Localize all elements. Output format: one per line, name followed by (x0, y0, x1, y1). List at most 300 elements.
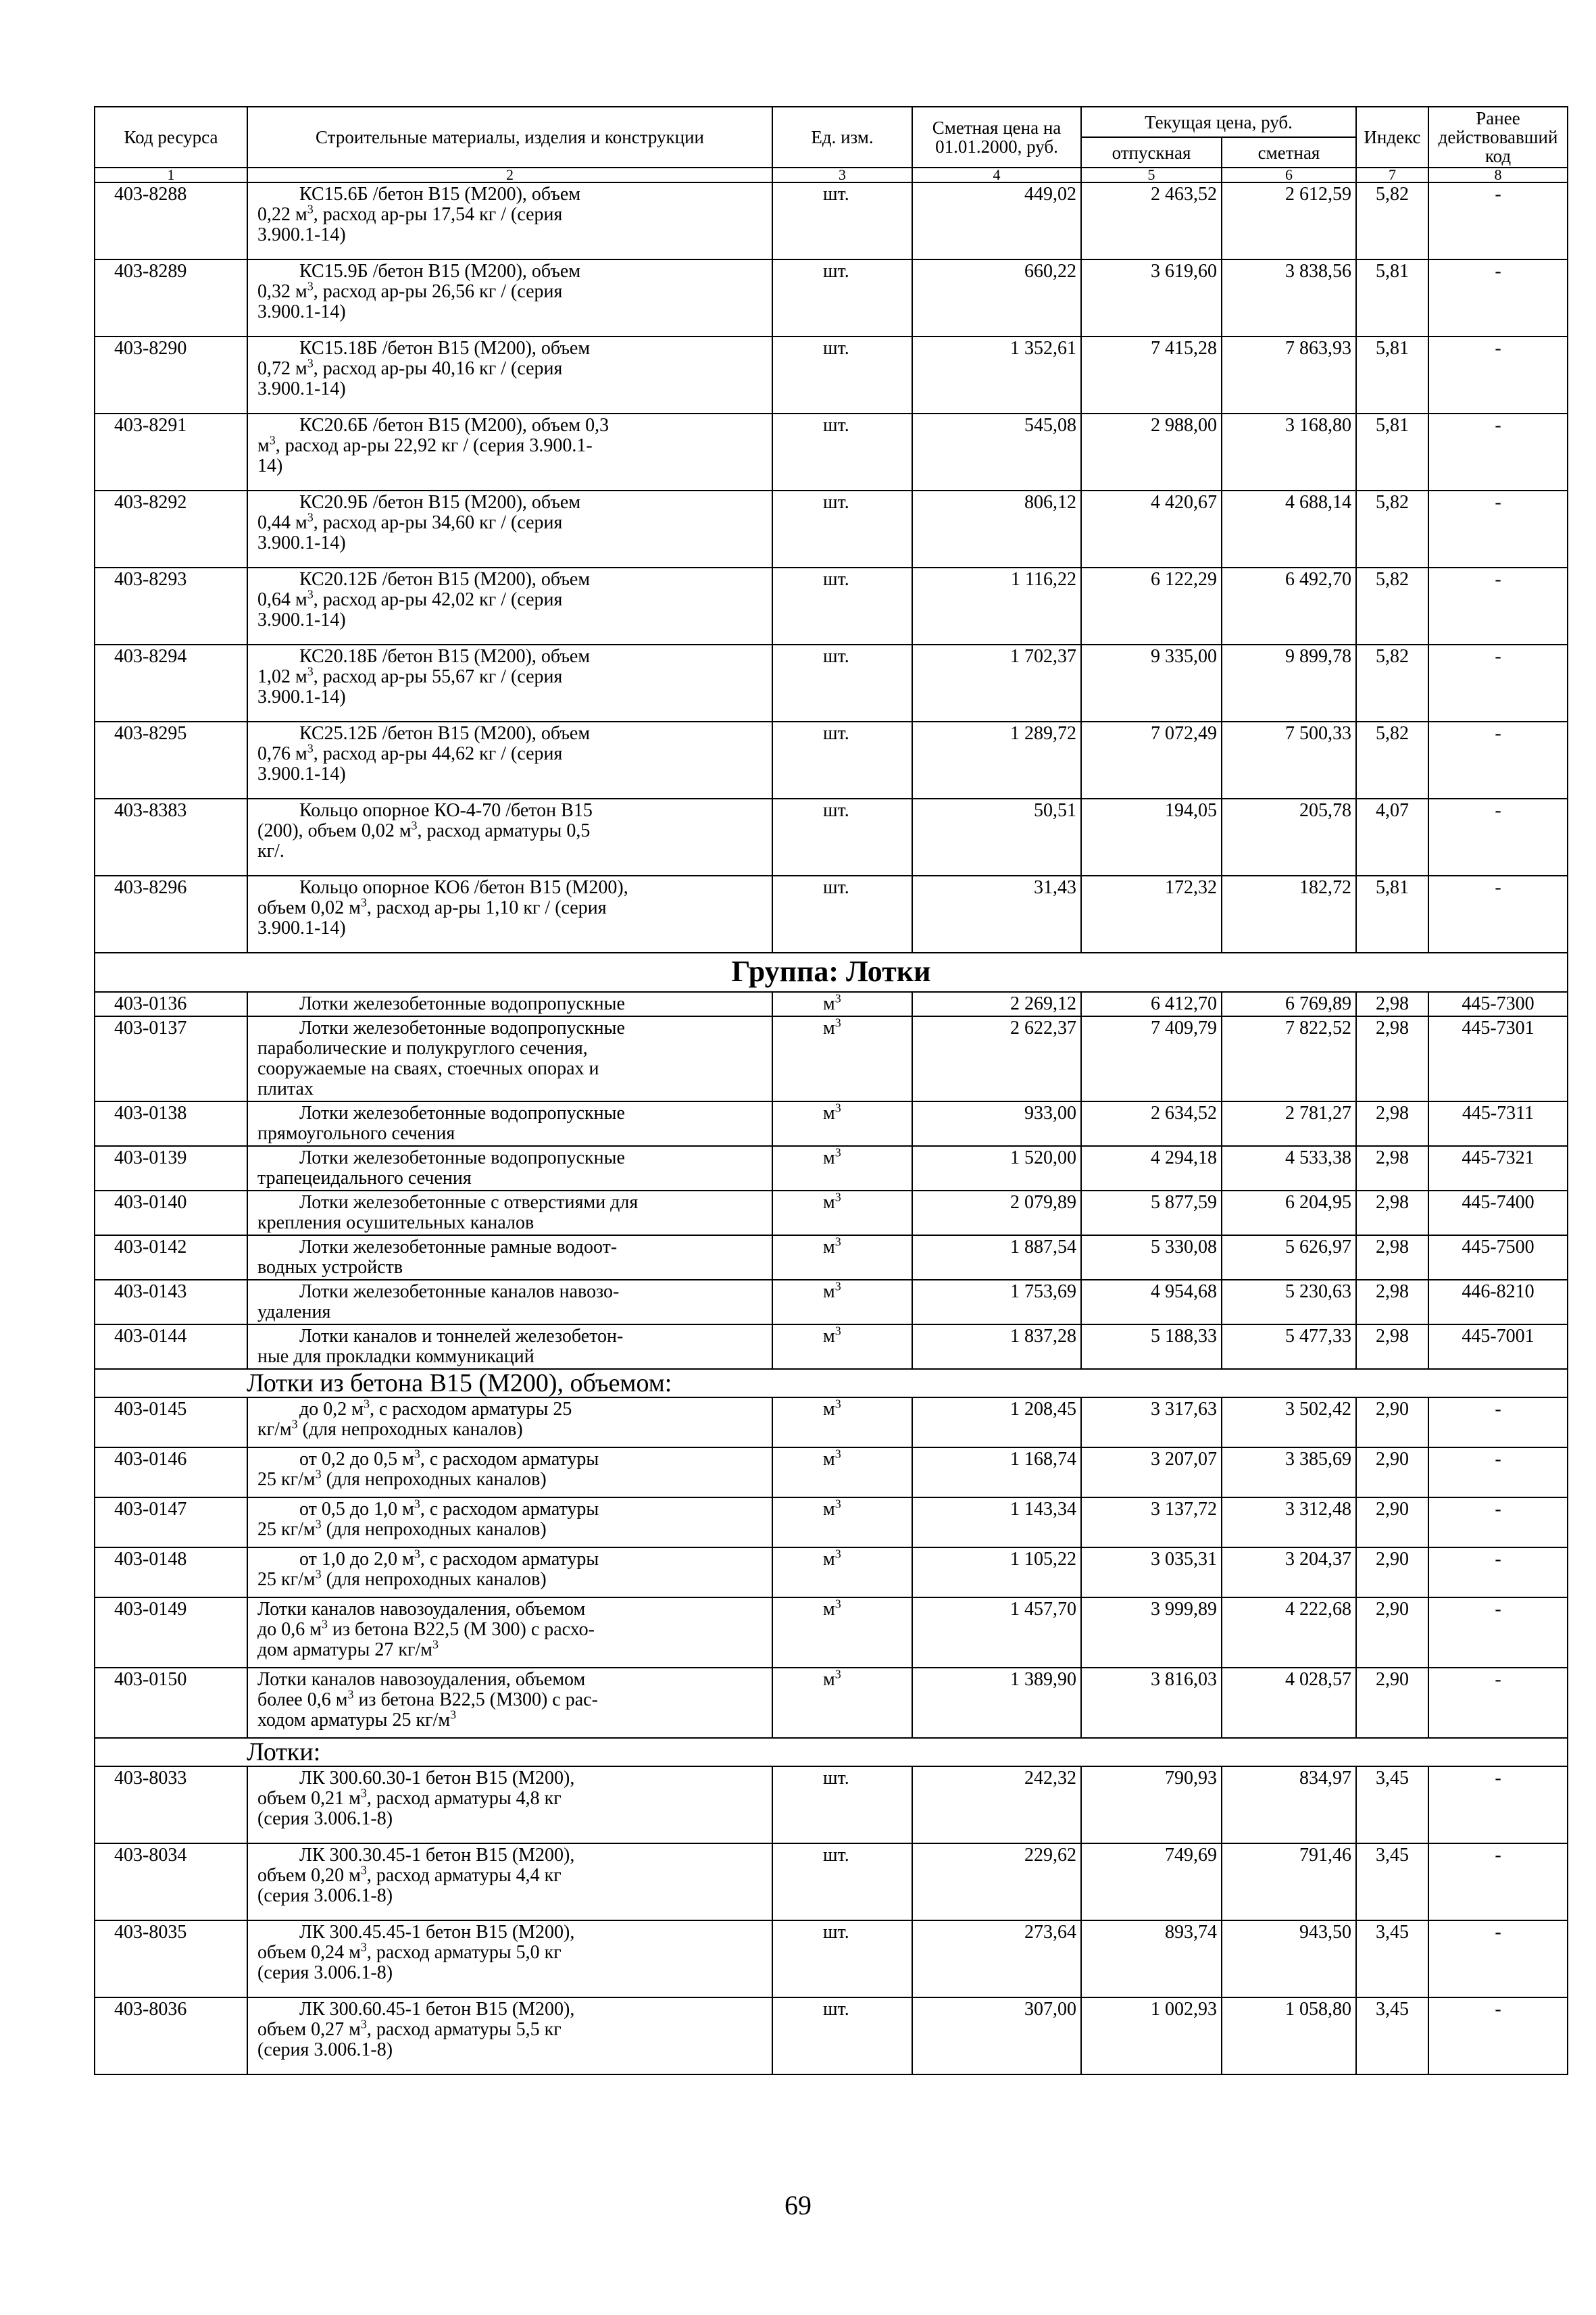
release-price: 3 816,03 (1081, 1668, 1222, 1738)
price-index: 5,82 (1356, 182, 1428, 259)
base-price: 1 168,74 (912, 1447, 1081, 1497)
unit-of-measure: шт. (772, 1920, 912, 1997)
estimate-price: 7 500,33 (1222, 722, 1356, 799)
material-name (247, 722, 772, 799)
release-price: 5 877,59 (1081, 1191, 1222, 1235)
material-name-line: Кольцо опорное КО-4-70 /бетон В15 (299, 800, 593, 821)
resource-code: 403-0147 (95, 1497, 247, 1547)
table-row (95, 1146, 1568, 1191)
old-code: - (1428, 491, 1568, 568)
unit-of-measure: шт. (772, 1997, 912, 2074)
base-price: 2 269,12 (912, 992, 1081, 1016)
base-price: 273,64 (912, 1920, 1081, 1997)
old-code: - (1428, 799, 1568, 876)
col-header-base-price: Сметная цена на 01.01.2000, руб. (912, 107, 1081, 168)
price-table-page (94, 106, 1558, 2075)
unit-of-measure: шт. (772, 337, 912, 414)
unit-of-measure: шт. (772, 645, 912, 722)
release-price: 5 330,08 (1081, 1235, 1222, 1280)
col-header-index: Индекс (1356, 107, 1428, 168)
resource-code: 403-0137 (95, 1016, 247, 1101)
release-price: 7 415,28 (1081, 337, 1222, 414)
table-row (95, 1668, 1568, 1738)
price-index: 2,90 (1356, 1447, 1428, 1497)
table-row (95, 182, 1568, 259)
base-price: 1 143,34 (912, 1497, 1081, 1547)
estimate-price: 6 769,89 (1222, 992, 1356, 1016)
material-name-line: 0,72 $м^3$, расход ар-ры 40,16 кг / (серия (257, 356, 563, 379)
column-number: 1 (95, 168, 247, 182)
base-price: 1 702,37 (912, 645, 1081, 722)
base-price: 242,32 (912, 1766, 1081, 1843)
price-index: 2,90 (1356, 1547, 1428, 1597)
material-name-line: плитах (257, 1078, 314, 1099)
base-price: 545,08 (912, 414, 1081, 491)
material-name-line: КС20.18Б /бетон В15 (М200), объем (299, 646, 591, 667)
price-index: 5,81 (1356, 414, 1428, 491)
estimate-price: 4 533,38 (1222, 1146, 1356, 1191)
resource-code: 403-0150 (95, 1668, 247, 1738)
material-name-line: КС15.6Б /бетон В15 (М200), объем (299, 184, 581, 205)
unit-of-measure: $м^3$ (772, 1101, 912, 1146)
table-row (95, 799, 1568, 876)
material-name-line: ные для прокладки коммуникаций (257, 1346, 534, 1367)
old-code: - (1428, 722, 1568, 799)
material-name-line: 1,02 $м^3$, расход ар-ры 55,67 кг / (серия (257, 664, 563, 687)
material-name-line: 0,76 $м^3$, расход ар-ры 44,62 кг / (серия (257, 741, 563, 764)
resource-code: 403-0149 (95, 1597, 247, 1668)
material-name-line: объем 0,27 $м^3$, расход арматуры 5,5 кг (257, 2017, 562, 2040)
material-name-line: КС20.12Б /бетон В15 (М200), объем (299, 569, 591, 590)
resource-code: 403-8293 (95, 568, 247, 645)
material-name-line: (серия 3.006.1-8) (257, 2039, 393, 2060)
unit-of-measure: шт. (772, 491, 912, 568)
unit-of-measure: $м^3$ (772, 1397, 912, 1447)
table-row (95, 1101, 1568, 1146)
unit-of-measure: $м^3$ (772, 1235, 912, 1280)
material-name-line: объем 0,21 $м^3$, расход арматуры 4,8 кг (257, 1786, 562, 1809)
material-name-line: Лотки каналов и тоннелей железобетон- (299, 1326, 624, 1347)
unit-of-measure: $м^3$ (772, 1447, 912, 1497)
col-header-old-code: Ранее действовавший код (1428, 107, 1568, 168)
old-code: - (1428, 414, 1568, 491)
material-name (247, 1146, 772, 1191)
material-name-line: 0,32 $м^3$, расход ар-ры 26,56 кг / (серия (257, 279, 563, 302)
estimate-price: 3 502,42 (1222, 1397, 1356, 1447)
old-code: - (1428, 645, 1568, 722)
resource-code: 403-0138 (95, 1101, 247, 1146)
table-row (95, 1997, 1568, 2074)
table-row (95, 1397, 1568, 1447)
material-name-line: Кольцо опорное КО6 /бетон В15 (М200), (299, 877, 628, 898)
release-price: 9 335,00 (1081, 645, 1222, 722)
material-name-line: Лотки железобетонные водопропускные (299, 1147, 625, 1168)
material-name-line: $кг/м^3$ (для непроходных каналов) (257, 1417, 523, 1440)
material-name-line: 3.900.1-14) (257, 301, 346, 322)
price-table (94, 106, 1568, 2075)
material-name-line: Лотки каналов навозоудаления, объемом (257, 1599, 586, 1620)
estimate-price: 6 492,70 (1222, 568, 1356, 645)
resource-code: 403-8289 (95, 259, 247, 337)
base-price: 1 837,28 (912, 1324, 1081, 1369)
unit-of-measure: шт. (772, 876, 912, 953)
column-number: 5 (1081, 168, 1222, 182)
material-name (247, 1547, 772, 1597)
unit-of-measure: шт. (772, 1843, 912, 1920)
material-name (247, 992, 772, 1016)
material-name-line: от 0,2 до 0,5 $м^3$, с расходом арматуры (299, 1447, 599, 1470)
price-index: 2,90 (1356, 1668, 1428, 1738)
release-price: 6 412,70 (1081, 992, 1222, 1016)
release-price: 4 420,67 (1081, 491, 1222, 568)
release-price: 5 188,33 (1081, 1324, 1222, 1369)
material-name-line: КС20.6Б /бетон В15 (М200), объем 0,3 (299, 415, 609, 436)
release-price: 4 954,68 (1081, 1280, 1222, 1324)
unit-of-measure: $м^3$ (772, 1597, 912, 1668)
material-name (247, 876, 772, 953)
resource-code: 403-0143 (95, 1280, 247, 1324)
resource-code: 403-8292 (95, 491, 247, 568)
material-name (247, 1497, 772, 1547)
material-name (247, 1324, 772, 1369)
resource-code: 403-8034 (95, 1843, 247, 1920)
resource-code: 403-8288 (95, 182, 247, 259)
table-row (95, 1016, 1568, 1101)
price-index: 5,82 (1356, 491, 1428, 568)
old-code: - (1428, 337, 1568, 414)
unit-of-measure: шт. (772, 722, 912, 799)
material-name-line: до 0,2 $м^3$, с расходом арматуры 25 (299, 1397, 572, 1420)
subgroup-title-row (95, 1369, 1568, 1397)
material-name-line: более 0,6 $м^3$ из бетона В22,5 (М300) с рас- (257, 1687, 598, 1710)
material-name (247, 1766, 772, 1843)
col-header-release-price: отпускная (1081, 137, 1222, 168)
material-name-line: Лотки железобетонные с отверстиями для (299, 1192, 639, 1213)
col-header-code: Код ресурса (95, 107, 247, 168)
material-name-line: (серия 3.006.1-8) (257, 1808, 393, 1829)
material-name-line: (серия 3.006.1-8) (257, 1885, 393, 1906)
table-row (95, 259, 1568, 337)
material-name (247, 182, 772, 259)
table-row (95, 1597, 1568, 1668)
old-code: - (1428, 1497, 1568, 1547)
table-row (95, 1497, 1568, 1547)
table-row (95, 1280, 1568, 1324)
material-name-line: крепления осушительных каналов (257, 1212, 534, 1233)
estimate-price: 7 822,52 (1222, 1016, 1356, 1101)
material-name-line: 0,44 $м^3$, расход ар-ры 34,60 кг / (серия (257, 510, 563, 533)
release-price: 7 409,79 (1081, 1016, 1222, 1101)
material-name (247, 568, 772, 645)
resource-code: 403-0142 (95, 1235, 247, 1280)
old-code: - (1428, 1597, 1568, 1668)
price-index: 2,98 (1356, 1016, 1428, 1101)
material-name-line: 3.900.1-14) (257, 378, 346, 399)
material-name-line: ЛК 300.60.30-1 бетон В15 (М200), (299, 1768, 575, 1789)
base-price: 1 116,22 (912, 568, 1081, 645)
unit-of-measure: шт. (772, 182, 912, 259)
old-code: 445-7321 (1428, 1146, 1568, 1191)
material-name-line: (200), объем 0,02 $м^3$, расход арматуры 0,5 (257, 818, 591, 841)
estimate-price: 3 385,69 (1222, 1447, 1356, 1497)
price-index: 2,98 (1356, 1101, 1428, 1146)
release-price: 3 207,07 (1081, 1447, 1222, 1497)
unit-of-measure: шт. (772, 799, 912, 876)
material-name (247, 1447, 772, 1497)
table-row (95, 1843, 1568, 1920)
estimate-price: 9 899,78 (1222, 645, 1356, 722)
col-header-unit: Ед. изм. (772, 107, 912, 168)
unit-of-measure: $м^3$ (772, 1280, 912, 1324)
base-price: 1 520,00 (912, 1146, 1081, 1191)
table-row (95, 1547, 1568, 1597)
material-name-line: 14) (257, 455, 283, 476)
old-code: - (1428, 1397, 1568, 1447)
base-price: 806,12 (912, 491, 1081, 568)
old-code: 445-7400 (1428, 1191, 1568, 1235)
material-name-line: 3.900.1-14) (257, 609, 346, 630)
estimate-price: 7 863,93 (1222, 337, 1356, 414)
material-name-line: Лотки железобетонные водопропускные (299, 993, 625, 1014)
material-name-line: трапецеидального сечения (257, 1168, 472, 1189)
resource-code: 403-0148 (95, 1547, 247, 1597)
table-body (95, 182, 1568, 2074)
price-index: 2,98 (1356, 992, 1428, 1016)
base-price: 1 457,70 (912, 1597, 1081, 1668)
old-code: 445-7300 (1428, 992, 1568, 1016)
table-row (95, 645, 1568, 722)
estimate-price: 5 626,97 (1222, 1235, 1356, 1280)
estimate-price: 943,50 (1222, 1920, 1356, 1997)
subgroup-title: Лотки: (95, 1738, 1568, 1766)
old-code: 445-7001 (1428, 1324, 1568, 1369)
release-price: 3 619,60 (1081, 259, 1222, 337)
table-row (95, 1766, 1568, 1843)
old-code: - (1428, 876, 1568, 953)
base-price: 1 289,72 (912, 722, 1081, 799)
resource-code: 403-8035 (95, 1920, 247, 1997)
material-name-line: $м^3$, расход ар-ры 22,92 кг / (серия 3.900.1- (257, 433, 593, 456)
estimate-price: 3 312,48 (1222, 1497, 1356, 1547)
price-index: 5,82 (1356, 568, 1428, 645)
release-price: 3 317,63 (1081, 1397, 1222, 1447)
material-name-line: ЛК 300.60.45-1 бетон В15 (М200), (299, 1999, 575, 2020)
price-index: 5,82 (1356, 722, 1428, 799)
price-index: 2,98 (1356, 1191, 1428, 1235)
unit-of-measure: $м^3$ (772, 992, 912, 1016)
estimate-price: 182,72 (1222, 876, 1356, 953)
release-price: 893,74 (1081, 1920, 1222, 1997)
old-code: - (1428, 1447, 1568, 1497)
col-header-estimate-price: сметная (1222, 137, 1356, 168)
material-name-line: 0,64 $м^3$, расход ар-ры 42,02 кг / (серия (257, 587, 563, 610)
material-name-line: 25 $кг/м^3$ (для непроходных каналов) (257, 1517, 547, 1540)
release-price: 2 463,52 (1081, 182, 1222, 259)
estimate-price: 5 477,33 (1222, 1324, 1356, 1369)
estimate-price: 5 230,63 (1222, 1280, 1356, 1324)
table-row (95, 1235, 1568, 1280)
estimate-price: 2 612,59 (1222, 182, 1356, 259)
resource-code: 403-8291 (95, 414, 247, 491)
material-name-line: КС15.9Б /бетон В15 (М200), объем (299, 261, 581, 282)
unit-of-measure: шт. (772, 259, 912, 337)
old-code: 445-7301 (1428, 1016, 1568, 1101)
estimate-price: 4 688,14 (1222, 491, 1356, 568)
material-name (247, 1843, 772, 1920)
material-name-line: 3.900.1-14) (257, 532, 346, 553)
material-name-line: 25 $кг/м^3$ (для непроходных каналов) (257, 1467, 547, 1490)
material-name (247, 1997, 772, 2074)
material-name-line: 3.900.1-14) (257, 918, 346, 939)
unit-of-measure: шт. (772, 1766, 912, 1843)
unit-of-measure: $м^3$ (772, 1547, 912, 1597)
old-code: - (1428, 182, 1568, 259)
resource-code: 403-8033 (95, 1766, 247, 1843)
material-name (247, 1920, 772, 1997)
col-header-current-price: Текущая цена, руб. (1081, 107, 1356, 137)
material-name-line: объем 0,02 $м^3$, расход ар-ры 1,10 кг / (серия (257, 895, 607, 918)
release-price: 3 137,72 (1081, 1497, 1222, 1547)
material-name-line: КС20.9Б /бетон В15 (М200), объем (299, 492, 581, 513)
unit-of-measure: $м^3$ (772, 1146, 912, 1191)
column-number: 4 (912, 168, 1081, 182)
base-price: 933,00 (912, 1101, 1081, 1146)
material-name (247, 491, 772, 568)
base-price: 229,62 (912, 1843, 1081, 1920)
unit-of-measure: $м^3$ (772, 1016, 912, 1101)
resource-code: 403-0139 (95, 1146, 247, 1191)
table-row (95, 876, 1568, 953)
material-name-line: 3.900.1-14) (257, 764, 346, 785)
unit-of-measure: $м^3$ (772, 1191, 912, 1235)
resource-code: 403-0144 (95, 1324, 247, 1369)
price-index: 2,98 (1356, 1324, 1428, 1369)
material-name (247, 1280, 772, 1324)
resource-code: 403-8295 (95, 722, 247, 799)
old-code: - (1428, 1997, 1568, 2074)
unit-of-measure: шт. (772, 414, 912, 491)
old-code: - (1428, 1920, 1568, 1997)
material-name (247, 1101, 772, 1146)
base-price: 1 389,90 (912, 1668, 1081, 1738)
base-price: 449,02 (912, 182, 1081, 259)
subgroup-title-row (95, 1738, 1568, 1766)
material-name-line: 3.900.1-14) (257, 224, 346, 245)
material-name-line: 25 $кг/м^3$ (для непроходных каналов) (257, 1567, 547, 1590)
material-name (247, 414, 772, 491)
table-row (95, 992, 1568, 1016)
base-price: 31,43 (912, 876, 1081, 953)
material-name-line: удаления (257, 1301, 331, 1322)
group-title-row (95, 953, 1568, 992)
material-name (247, 1668, 772, 1738)
unit-of-measure: $м^3$ (772, 1497, 912, 1547)
base-price: 660,22 (912, 259, 1081, 337)
unit-of-measure: шт. (772, 568, 912, 645)
estimate-price: 3 168,80 (1222, 414, 1356, 491)
table-row (95, 337, 1568, 414)
old-code: - (1428, 259, 1568, 337)
material-name-line: Лотки каналов навозоудаления, объемом (257, 1669, 586, 1690)
material-name-line: Лотки железобетонные водопропускные (299, 1103, 625, 1124)
resource-code: 403-8290 (95, 337, 247, 414)
resource-code: 403-0140 (95, 1191, 247, 1235)
price-index: 3,45 (1356, 1997, 1428, 2074)
resource-code: 403-8036 (95, 1997, 247, 2074)
price-index: 2,90 (1356, 1597, 1428, 1668)
base-price: 1 208,45 (912, 1397, 1081, 1447)
material-name (247, 799, 772, 876)
old-code: - (1428, 1668, 1568, 1738)
material-name-line: Лотки железобетонные водопропускные (299, 1018, 625, 1039)
release-price: 749,69 (1081, 1843, 1222, 1920)
release-price: 2 634,52 (1081, 1101, 1222, 1146)
material-name (247, 1191, 772, 1235)
base-price: 1 887,54 (912, 1235, 1081, 1280)
material-name-line: ходом арматуры 25 $кг/м^3$ (257, 1708, 457, 1731)
price-index: 5,81 (1356, 337, 1428, 414)
release-price: 2 988,00 (1081, 414, 1222, 491)
table-row (95, 1447, 1568, 1497)
release-price: 172,32 (1081, 876, 1222, 953)
column-number: 7 (1356, 168, 1428, 182)
old-code: - (1428, 1843, 1568, 1920)
material-name-line: от 1,0 до 2,0 $м^3$, с расходом арматуры (299, 1547, 599, 1570)
resource-code: 403-8383 (95, 799, 247, 876)
col-header-name: Строительные материалы, изделия и конструкции (247, 107, 772, 168)
base-price: 1 105,22 (912, 1547, 1081, 1597)
estimate-price: 834,97 (1222, 1766, 1356, 1843)
unit-of-measure: $м^3$ (772, 1324, 912, 1369)
material-name-line: объем 0,24 $м^3$, расход арматуры 5,0 кг (257, 1940, 562, 1963)
price-index: 4,07 (1356, 799, 1428, 876)
material-name-line: ЛК 300.30.45-1 бетон В15 (М200), (299, 1845, 575, 1866)
estimate-price: 4 222,68 (1222, 1597, 1356, 1668)
material-name (247, 1597, 772, 1668)
price-index: 2,90 (1356, 1397, 1428, 1447)
material-name (247, 337, 772, 414)
table-row (95, 722, 1568, 799)
group-title: Группа: Лотки (95, 953, 1568, 992)
estimate-price: 1 058,80 (1222, 1997, 1356, 2074)
material-name (247, 259, 772, 337)
price-index: 2,98 (1356, 1280, 1428, 1324)
table-row (95, 568, 1568, 645)
material-name-line: 0,22 $м^3$, расход ар-ры 17,54 кг / (серия (257, 202, 563, 225)
material-name-line: водных устройств (257, 1257, 403, 1278)
release-price: 790,93 (1081, 1766, 1222, 1843)
base-price: 2 622,37 (912, 1016, 1081, 1101)
resource-code: 403-8296 (95, 876, 247, 953)
material-name (247, 1235, 772, 1280)
material-name-line: 3.900.1-14) (257, 687, 346, 707)
resource-code: 403-0136 (95, 992, 247, 1016)
material-name-line: Лотки железобетонные каналов навозо- (299, 1281, 620, 1302)
release-price: 194,05 (1081, 799, 1222, 876)
material-name-line: объем 0,20 $м^3$, расход арматуры 4,4 кг (257, 1863, 562, 1886)
material-name (247, 645, 772, 722)
table-row (95, 1324, 1568, 1369)
material-name-line: до 0,6 $м^3$ из бетона В22,5 (М 300) с расхо- (257, 1617, 595, 1640)
material-name-line: дом арматуры 27 $кг/м^3$ (257, 1637, 439, 1660)
estimate-price: 2 781,27 (1222, 1101, 1356, 1146)
base-price: 1 352,61 (912, 337, 1081, 414)
table-row (95, 1191, 1568, 1235)
price-index: 5,81 (1356, 876, 1428, 953)
price-index: 2,90 (1356, 1497, 1428, 1547)
material-name-line: от 0,5 до 1,0 $м^3$, с расходом арматуры (299, 1497, 599, 1520)
base-price: 2 079,89 (912, 1191, 1081, 1235)
